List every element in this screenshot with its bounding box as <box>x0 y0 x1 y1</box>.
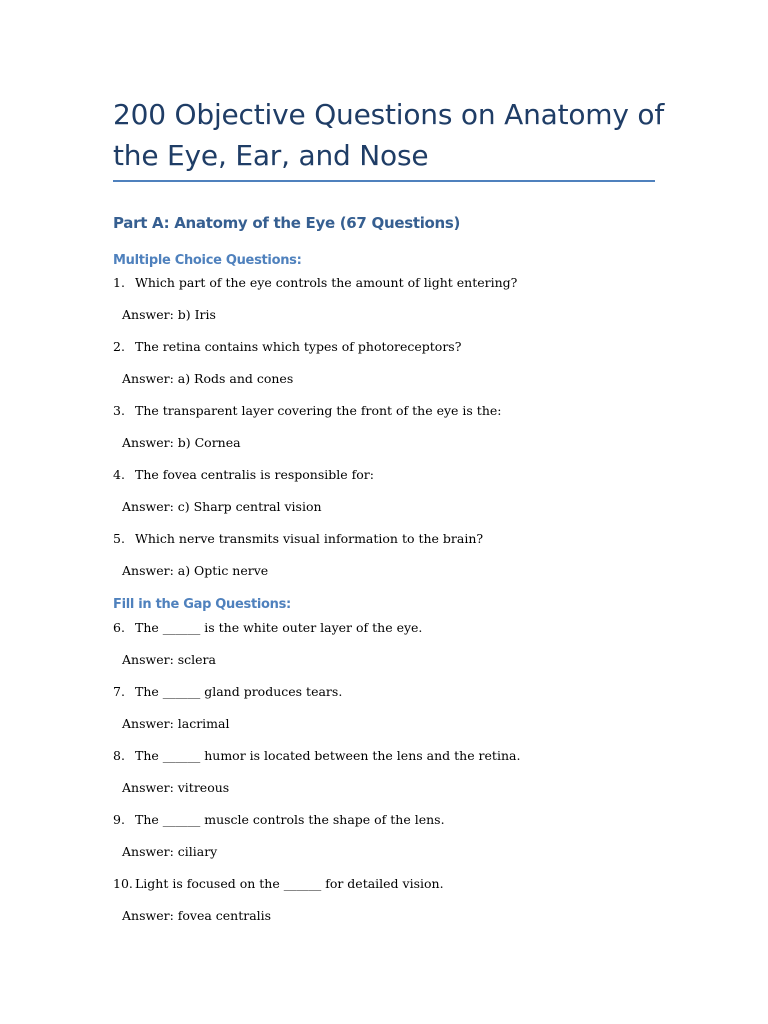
section-heading-fill-in-the-gap: Fill in the Gap Questions: <box>113 597 291 612</box>
question-item <box>113 339 461 355</box>
section-heading-multiple-choice: Multiple Choice Questions: <box>113 253 302 268</box>
question-text: Which part of the eye controls the amount of light entering? <box>135 275 518 290</box>
question-item <box>113 812 445 828</box>
question-text: The transparent layer covering the front of the eye is the: <box>135 403 502 418</box>
question-number: 5. <box>113 531 125 546</box>
question-item <box>113 748 520 764</box>
answer-text: Answer: b) Iris <box>122 307 216 322</box>
question-number: 4. <box>113 467 125 482</box>
question-number: 3. <box>113 403 125 418</box>
question-text: Which nerve transmits visual information to the brain? <box>135 531 484 546</box>
question-text: The retina contains which types of photoreceptors? <box>135 339 462 354</box>
question-number: 2. <box>113 339 125 354</box>
question-item <box>113 467 374 483</box>
question-number: 7. <box>113 684 125 699</box>
answer-text: Answer: fovea centralis <box>122 908 272 923</box>
title-underline <box>113 180 655 182</box>
part-heading: Part A: Anatomy of the Eye (67 Questions) <box>113 214 461 232</box>
question-text: The ______ humor is located between the lens and the retina. <box>135 748 521 763</box>
answer-text: Answer: c) Sharp central vision <box>122 499 322 514</box>
question-text: The ______ gland produces tears. <box>135 684 343 699</box>
question-text: The ______ is the white outer layer of the eye. <box>135 620 423 635</box>
question-item <box>113 684 342 700</box>
question-number: 8. <box>113 748 125 763</box>
question-text: The ______ muscle controls the shape of the lens. <box>135 812 445 827</box>
answer-text: Answer: a) Optic nerve <box>122 563 269 578</box>
question-text: Light is focused on the ______ for detailed vision. <box>135 876 444 891</box>
question-text: The fovea centralis is responsible for: <box>135 467 374 482</box>
answer-text: Answer: ciliary <box>122 844 218 859</box>
question-item <box>113 620 422 636</box>
question-item <box>113 531 483 547</box>
document-title: 200 Objective Questions on Anatomy of the Eye, Ear, and Nose <box>113 98 665 172</box>
answer-text: Answer: b) Cornea <box>122 435 241 450</box>
question-number: 6. <box>113 620 125 635</box>
question-number: 1. <box>113 275 125 290</box>
answer-text: Answer: sclera <box>122 652 216 667</box>
answer-text: Answer: vitreous <box>122 780 230 795</box>
answer-text: Answer: a) Rods and cones <box>122 371 294 386</box>
question-item <box>113 403 501 419</box>
question-item <box>113 876 444 892</box>
answer-text: Answer: lacrimal <box>122 716 230 731</box>
question-number: 9. <box>113 812 125 827</box>
question-item <box>113 275 517 291</box>
question-number: 10. <box>113 876 133 891</box>
